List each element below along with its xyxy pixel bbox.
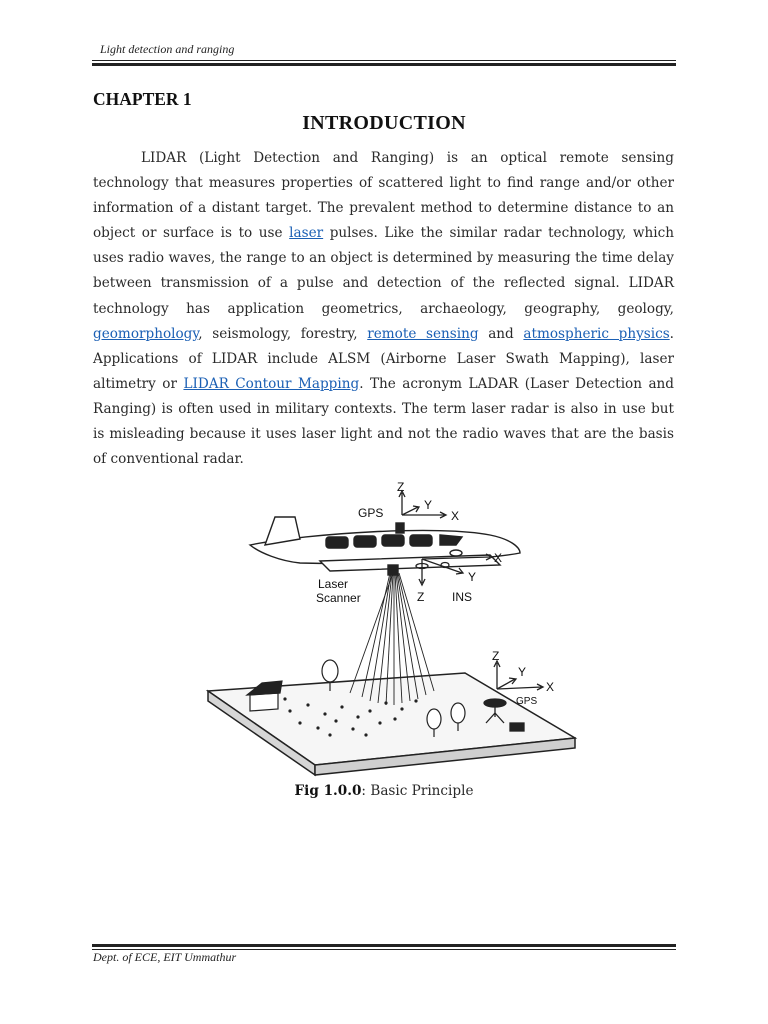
caption-text: Basic Principle [370,783,474,799]
chapter-label: CHAPTER 1 [93,89,192,109]
ground-axis-z-label: Z [492,649,500,663]
caption-number: Fig 1.0.0 [294,783,362,799]
paragraph-text: . The acronym LADAR (Laser Detection and Ranging) is often used in military contexts. The term laser radar is also in use but is misleading because it uses laser light and not the radio waves that are the basis of conventional radar. [93,375,675,468]
axes-icon [399,491,446,518]
ground-axis-y-label: Y [518,665,527,679]
paragraph-text: LIDAR (Light Detection and Ranging) is an optical remote sensing technology that measures properties of scattered light to find range and/or other information of a distant target. The prevalent method to determine distance to an object or surface is to use [93,150,674,242]
caption-sep: : [361,783,371,799]
paragraph-text: pulses. Like the similar radar technology, which uses radio waves, the range to an object is determined by measuring the time delay between transmission of a pulse and detection of the reflected signal. LIDAR technology has application geometrics, archaeology, geography, geology, [93,225,674,317]
link-remote-sensing[interactable]: remote sensing [367,325,479,342]
laser-label: Laser [318,577,349,591]
link-geomorphology[interactable]: geomorphology [93,325,199,342]
lidar-principle-figure [190,473,580,778]
paragraph-text: and [478,325,524,342]
ground-axis-x-label: X [546,680,555,694]
footer-rule-thick [92,944,676,947]
header-rule-thin [92,60,676,61]
ground-gps-label: GPS [516,696,538,707]
axis-z-label: Z [397,480,405,494]
running-footer: Dept. of ECE, EIT Ummathur [93,950,237,964]
axis-y-label: Y [424,498,433,512]
header-rule-thick [92,63,676,66]
running-header: Light detection and ranging [100,42,235,56]
axis-x-label: X [451,509,460,523]
house-icon [247,681,282,711]
ins-axis-z-label: Z [417,590,425,604]
link-laser[interactable]: laser [289,225,324,242]
paragraph-text: , seismology, forestry, [198,325,368,342]
aircraft-icon [250,517,520,575]
chapter-title: INTRODUCTION [302,112,466,134]
intro-paragraph [93,146,674,472]
paragraph-text: . Applications of LIDAR include ALSM (Airborne Laser Swath Mapping), laser altimetry or [93,325,674,392]
link-atmospheric-physics[interactable]: atmospheric physics [523,325,670,342]
scanner-label: Scanner [316,591,361,605]
ins-axis-y-label: Y [468,570,477,584]
figure-caption [0,783,768,799]
link-lidar-contour-mapping[interactable]: LIDAR Contour Mapping [183,375,360,392]
ins-axis-x-label: X [494,551,503,565]
ins-label: INS [452,590,473,604]
gps-label: GPS [358,506,384,520]
